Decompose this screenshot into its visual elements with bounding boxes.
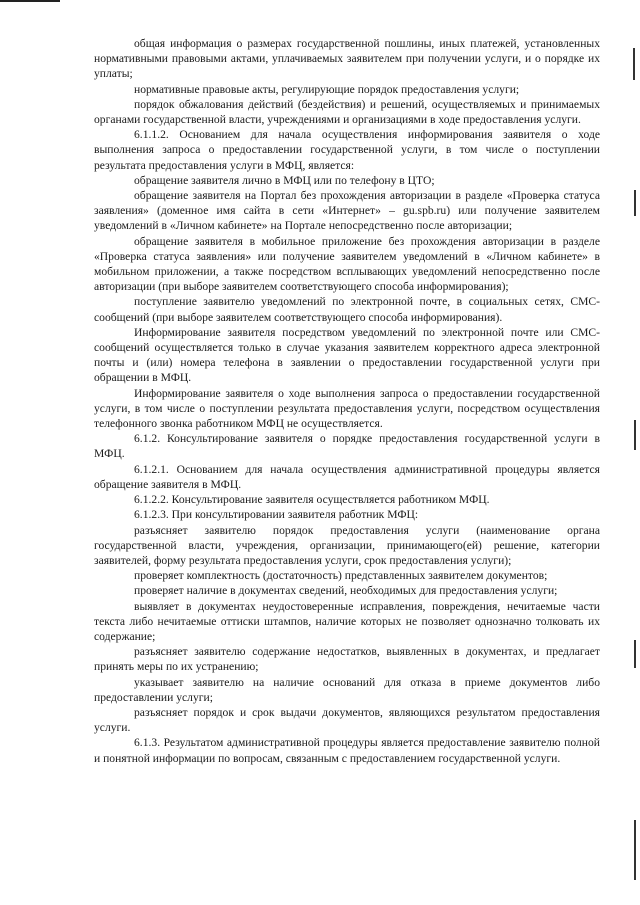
paragraph: разъясняет заявителю порядок предоставления услуги (наименование органа государственной власти, учреждения, организации, принимающего(ей) решение, категории заявителей, форму результата предоставления услуги, срок предоставления услуги); — [94, 523, 600, 567]
paragraph: 6.1.3. Результатом административной процедуры является предоставление заявителю полной и понятной информации по вопросам, связанным с предоставлением государственной услуги. — [94, 736, 600, 765]
paragraph: 6.1.1.2. Основанием для начала осуществления информирования заявителя о ходе выполнения запроса о предоставлении государственной услуги, в том числе о поступлении результата предоставления услуги в МФЦ, является: — [94, 128, 600, 172]
paragraph: проверяет наличие в документах сведений, необходимых для предоставления услуги; — [134, 584, 558, 598]
paragraph: Информирование заявителя о ходе выполнения запроса о предоставлении государственной услуги, в том числе о поступлении результата предоставления услуги, посредством осуществления телефонного звонка работником МФЦ не осуществляется. — [94, 386, 600, 431]
paragraph: указывает заявителю на наличие оснований для отказа в приеме документов либо предоставлении услуги; — [94, 675, 600, 704]
scan-edge-mark — [633, 48, 635, 80]
paragraph: Информирование заявителя посредством уведомлений по электронной почте или СМС-сообщений осуществляется только в случае указания заявителем корректного адреса электронной почты и (или) номера телефона в заявлении о предоставлении государственной услуги при обращении в МФЦ. — [94, 325, 600, 385]
paragraph: разъясняет заявителю содержание недостатков, выявленных в документах, и предлагает принять меры по их устранению; — [94, 645, 600, 674]
paragraph: поступление заявителю уведомлений по электронной почте, в социальных сетях, СМС-сообщений (при выборе заявителем соответствующего способа информирования). — [94, 295, 600, 324]
paragraph: разъясняет порядок и срок выдачи документов, являющихся результатом предоставления услуги. — [94, 705, 600, 735]
paragraph: проверяет комплектность (достаточность) представленных заявителем документов; — [134, 569, 548, 583]
paragraph: 6.1.2.2. Консультирование заявителя осуществляется работником МФЦ. — [134, 493, 490, 507]
paragraph: общая информация о размерах государственной пошлины, иных платежей, установленных нормативными правовыми актами, уплачиваемых заявителем при получении услуги, и о порядке их уплаты; — [94, 37, 600, 81]
document-body — [94, 36, 600, 766]
top-rule — [0, 0, 60, 2]
paragraph: 6.1.2.3. При консультировании заявителя работник МФЦ: — [134, 508, 419, 522]
paragraph: обращение заявителя лично в МФЦ или по телефону в ЦТО; — [134, 173, 435, 187]
paragraph: нормативные правовые акты, регулирующие порядок предоставления услуги; — [134, 82, 520, 96]
paragraph: обращение заявителя на Портал без прохождения авторизации в разделе «Проверка статуса заявления» (доменное имя сайта в сети «Интернет» – gu.spb.ru) или получение заявителем уведомлений в «Личном кабинете» на Портале непосредственно после авторизации; — [94, 189, 600, 233]
paragraph: порядок обжалования действий (бездействия) и решений, осуществляемых и принимаемых органами государственной власти, учреждениями и организациями в ходе предоставления услуги. — [94, 97, 600, 127]
scan-edge-mark — [634, 640, 636, 668]
scan-edge-mark — [634, 420, 636, 450]
paragraph: 6.1.2. Консультирование заявителя о порядке предоставления государственной услуги в МФЦ. — [94, 432, 600, 461]
paragraph: обращение заявителя в мобильное приложение без прохождения авторизации в разделе «Проверка статуса заявления» или получение заявителем уведомлений в «Личном кабинете» в мобильном приложении, а также посредством всплывающих уведомлений непосредственно после авторизации (при выборе заявителем соответствующего способа информирования); — [94, 234, 600, 294]
paragraph: 6.1.2.1. Основанием для начала осуществления административной процедуры является обращение заявителя в МФЦ. — [94, 462, 600, 491]
scan-edge-mark — [634, 820, 636, 880]
scan-edge-mark — [634, 190, 636, 216]
paragraph: выявляет в документах неудостоверенные исправления, повреждения, нечитаемые части текста либо нечитаемые оттиски штампов, наличие которых не позволяет однозначно толковать их содержание; — [94, 599, 600, 643]
